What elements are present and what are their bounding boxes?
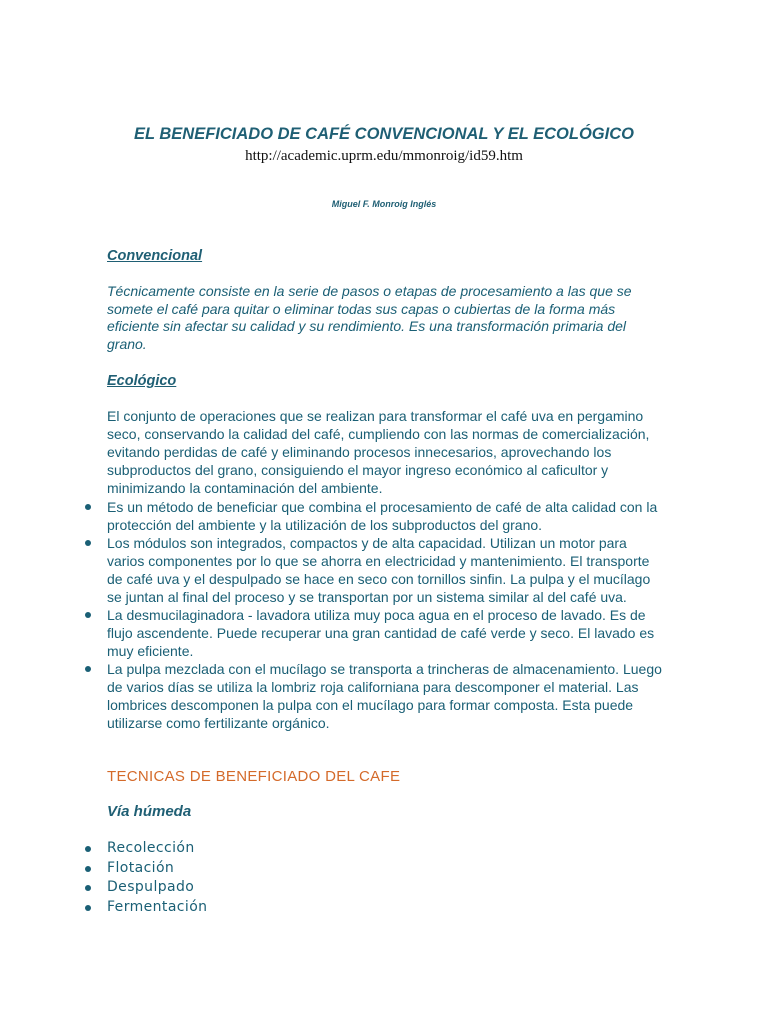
step-label: Flotación [107, 859, 175, 876]
bullet-icon [85, 504, 91, 510]
list-item [107, 498, 667, 534]
list-item-text: La pulpa mezclada con el mucílago se transporta a trincheras de almacenamiento. Luego de varios días se utiliza la lombriz roja californiana para descomponer el material. Las lombrices descomponen la pulpa con el mucílago para formar composta. Esta puede utilizarse como fertilizante orgánico. [107, 661, 662, 731]
author-name: Miguel F. Monroig Inglés [331, 199, 437, 209]
bullet-icon [85, 866, 91, 872]
list-item-text: Es un método de beneficiar que combina el procesamiento de café de alta calidad con la protección del ambiente y la utilización de los subproductos del grano. [107, 499, 658, 533]
bullet-icon [85, 612, 91, 618]
bullet-icon [85, 540, 91, 546]
step-label: Fermentación [107, 898, 208, 915]
bullet-icon [85, 905, 91, 911]
tecnicas-heading: TECNICAS DE BENEFICIADO DEL CAFE [107, 768, 401, 785]
list-item [107, 859, 207, 879]
bullet-icon [85, 666, 91, 672]
document-title: EL BENEFICIADO DE CAFÉ CONVENCIONAL Y EL ECOLÓGICO [134, 125, 634, 143]
ecologico-bullet-list [107, 498, 667, 732]
list-item [107, 878, 207, 898]
via-humeda-subheading: Vía húmeda [107, 803, 192, 820]
list-item-text: La desmucilaginadora - lavadora utiliza muy poca agua en el proceso de lavado. Es de flujo ascendente. Puede recuperar una gran cantidad de café verde y seco. El lavado es muy eficiente. [107, 607, 655, 659]
list-item [107, 606, 667, 660]
source-url: http://academic.uprm.edu/mmonroig/id59.htm [245, 148, 523, 164]
step-label: Despulpado [107, 879, 195, 895]
list-item [107, 534, 667, 606]
via-humeda-steps [107, 839, 207, 917]
list-item-text: Los módulos son integrados, compactos y de alta capacidad. Utilizan un motor para varios componentes por lo que se ahorra en electricidad y mantenimiento. El transporte de café uva y el despulpado se hace en seco con tornillos sinfin. La pulpa y el mucílago se juntan al final del proceso y se transportan por un sistema similar al del café uva. [107, 535, 651, 605]
list-item [107, 660, 667, 732]
list-item [107, 898, 207, 918]
step-label: Recolección [107, 840, 195, 856]
list-item [107, 839, 207, 859]
bullet-icon [85, 846, 91, 852]
bullet-icon [85, 885, 91, 891]
convencional-heading: Convencional [107, 248, 203, 264]
convencional-paragraph: Técnicamente consiste en la serie de pasos o etapas de procesamiento a las que se somete el café para quitar o eliminar todas sus capas o cubiertas de la forma más eficiente sin afectar su calidad y su rendimiento. Es una transformación primaria del grano. [107, 283, 632, 352]
ecologico-paragraph: El conjunto de operaciones que se realizan para transformar el café uva en pergamino seco, conservando la calidad del café, cumpliendo con las normas de comercialización, evitando perdidas de café y eliminando procesos innecesarios, aprovechando los subproductos del grano, consiguiendo el mayor ingreso económico al caficultor y minimizando la contaminación del ambiente. [107, 408, 650, 496]
ecologico-heading: Ecológico [107, 373, 177, 389]
